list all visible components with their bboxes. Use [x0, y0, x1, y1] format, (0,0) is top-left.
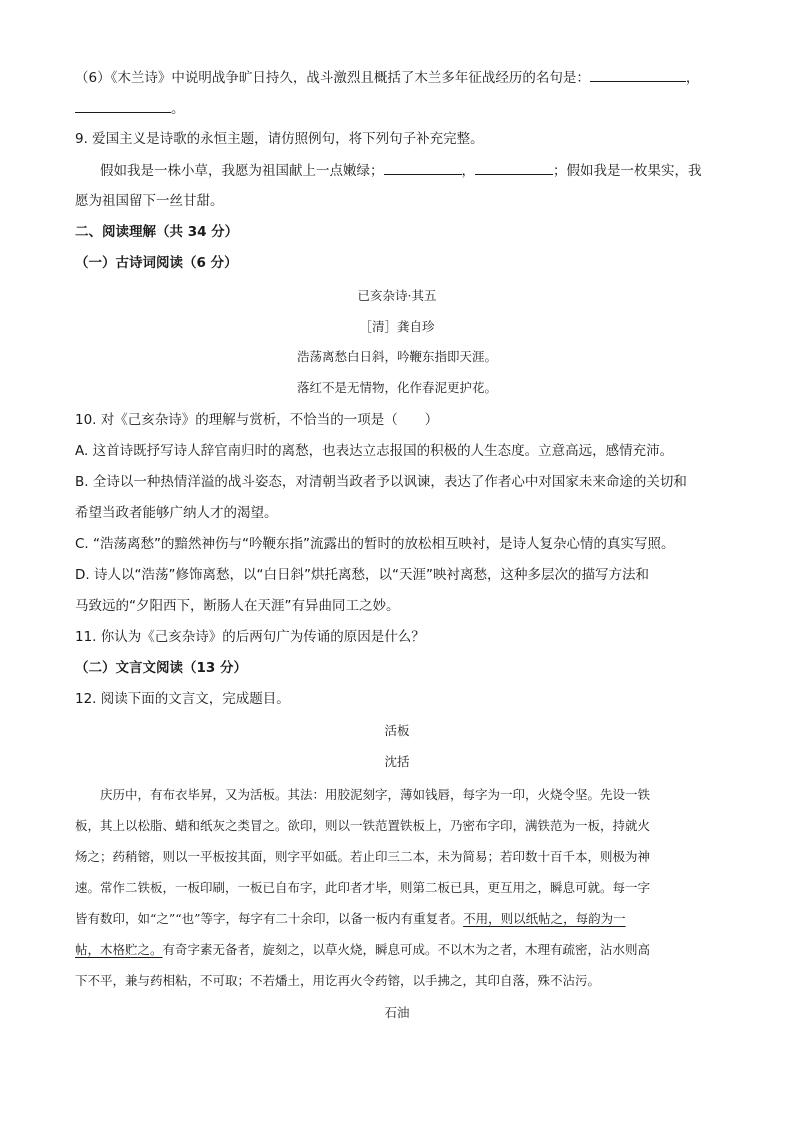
subsection-poetry: （一）古诗词阅读（6 分）: [75, 255, 238, 271]
answer-blank-1[interactable]: [590, 67, 686, 82]
underlined-sentence-part2: 帖，木格贮之。: [75, 942, 163, 957]
q8-6-line2: [75, 98, 185, 119]
poem-line-1: 浩荡离愁白日斜，吟鞭东指即天涯。: [296, 349, 497, 364]
q10-option-a: A. 这首诗既抒写诗人辞官南归时的离愁，也表达立志报国的积极的人生态度。立意高远，感情充沛。: [75, 443, 674, 459]
answer-blank-4[interactable]: [475, 160, 553, 175]
q8-6-text: （6）《木兰诗》中说明战争旷日持久，战斗激烈且概括了木兰多年征战经历的名句是：: [75, 70, 590, 86]
section-heading: 二、阅读理解（共 34 分）: [75, 224, 239, 240]
underlined-sentence-part1: 不用，则以纸帖之，每韵为一: [463, 911, 626, 926]
q9-example-b: ；假如我是一枚果实，我: [553, 163, 702, 179]
passage-line-6-text: 有奇字素无备者，旋刻之，以草火烧，瞬息可成。不以木为之者，木理有疏密，沾水则高: [162, 942, 651, 957]
poem-author: ［清］龚自珍: [359, 319, 435, 334]
passage-line-6: [75, 940, 715, 960]
passage-author: 沈括: [384, 754, 410, 769]
passage-line-5: [75, 909, 715, 929]
passage-line-1: 庆历中，有布衣毕昇，又为活板。其法：用胶泥刻字，薄如钱唇，每字为一印，火烧令坚。先设一铁: [100, 787, 651, 802]
answer-blank-3[interactable]: [384, 160, 462, 175]
q10-option-b-line2: 希望当政者能够广纳人才的渴望。: [75, 505, 278, 521]
q10-option-d-line1: D. 诗人以“浩荡”修饰离愁，以“白日斜”烘托离愁，以“天涯”映衬离愁，这种多层次的描写方法和: [75, 567, 649, 583]
next-passage-title: 石油: [384, 1005, 410, 1020]
answer-blank-2[interactable]: [75, 98, 171, 113]
q8-6-end: 。: [171, 101, 185, 117]
q10-option-d-line2: 马致远的“夕阳西下，断肠人在天涯”有异曲同工之妙。: [75, 598, 400, 614]
q8-6-line1: [75, 67, 699, 88]
passage-line-3: 炀之；药稍镕，则以一平板按其面，则字平如砥。若止印三二本，未为简易；若印数十百千本，则极为神: [75, 849, 651, 864]
q10-option-b-line1: B. 全诗以一种热情洋溢的战斗姿态，对清朝当政者予以讽谏，表达了作者心中对国家未来命途的关切和: [75, 474, 687, 490]
poem-line-2: 落红不是无情物，化作春泥更护花。: [296, 380, 497, 395]
q9-comma: ，: [461, 163, 475, 179]
q9-line2: 愿为祖国留下一丝甘甜。: [75, 193, 224, 209]
subsection-classical: （二）文言文阅读（13 分）: [75, 660, 247, 676]
passage-line-7: 下不平，兼与药相粘，不可取；不若燔土，用讫再火令药镕，以手拂之，其印自落，殊不沾污。: [75, 973, 601, 988]
passage-line-4: 速。常作二铁板，一板印刷，一板已自布字，此印者才毕，则第二板已具，更互用之，瞬息可就。每一字: [75, 880, 651, 895]
passage-title: 活板: [384, 723, 410, 738]
poem-title: 已亥杂诗·其五: [357, 288, 437, 303]
q10-option-c: C. “浩荡离愁”的黯然神伤与“吟鞭东指”流露出的暂时的放松相互映衬，是诗人复杂心情的真实写照。: [75, 536, 675, 552]
q12-prompt: 12. 阅读下面的文言文，完成题目。: [75, 691, 290, 707]
q9-example-a: 假如我是一株小草，我愿为祖国献上一点嫩绿；: [100, 163, 384, 179]
q11-text: 11. 你认为《己亥杂诗》的后两句广为传诵的原因是什么？: [75, 629, 425, 645]
passage-line-2: 板，其上以松脂、蜡和纸灰之类冒之。欲印，则以一铁范置铁板上，乃密布字印，满铁范为一板，持就火: [75, 818, 651, 833]
q9-line1: [100, 160, 702, 181]
q10-stem: 10. 对《己亥杂诗》的理解与赏析，不恰当的一项是（ ）: [75, 412, 439, 428]
q8-6-comma: ，: [685, 70, 700, 86]
passage-line-5-text: 皆有数印，如“之”“也”等字，每字有二十余印，以备一板内有重复者。: [75, 911, 464, 926]
q9-prompt: 9. 爱国主义是诗歌的永恒主题，请仿照例句，将下列句子补充完整。: [75, 131, 484, 147]
